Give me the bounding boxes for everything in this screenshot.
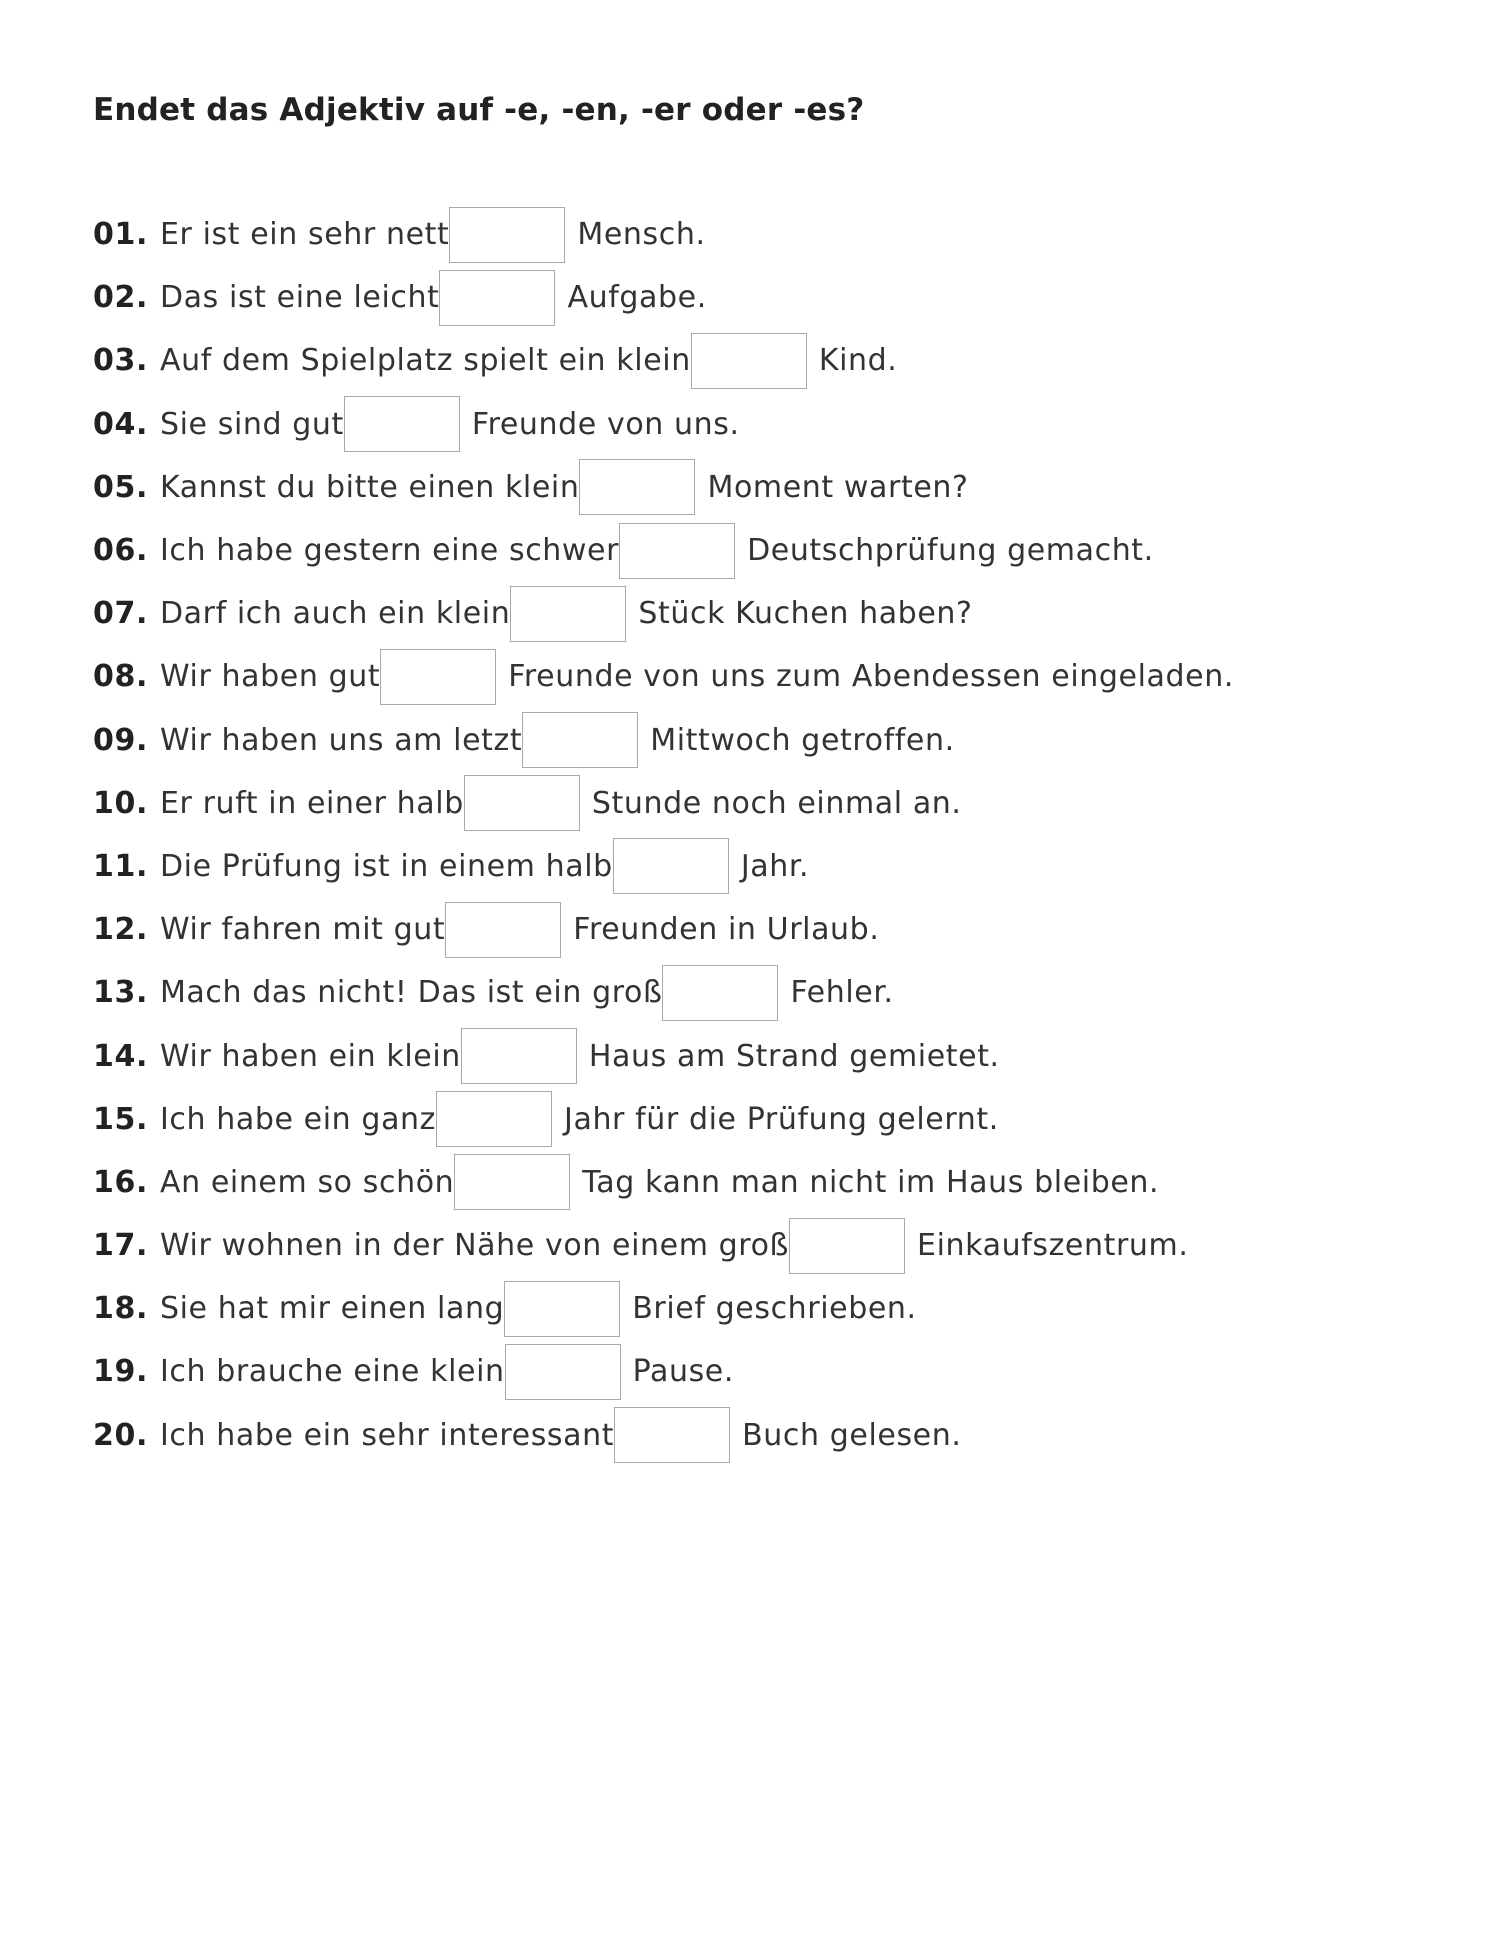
exercise-number: 15. [93, 1101, 148, 1137]
sentence-start: Die Prüfung ist in einem halb [159, 848, 613, 884]
sentence-start: Kannst du bitte einen klein [159, 469, 580, 505]
sentence-end: Mittwoch getroffen. [650, 722, 955, 758]
exercise-row [93, 961, 1234, 1024]
exercise-number: 09. [93, 722, 148, 758]
answer-input[interactable] [439, 270, 555, 326]
answer-input[interactable] [436, 1091, 552, 1147]
sentence-start: Er ist ein sehr nett [159, 217, 450, 253]
answer-input[interactable] [504, 1281, 620, 1337]
exercise-number: 11. [93, 848, 148, 884]
answer-input[interactable] [344, 396, 460, 452]
exercise-row [93, 772, 1234, 835]
answer-input[interactable] [522, 712, 638, 768]
sentence-end: Aufgabe. [567, 280, 707, 316]
exercise-row [93, 456, 1234, 519]
answer-input[interactable] [619, 523, 735, 579]
sentence-end: Freunden in Urlaub. [573, 912, 880, 948]
exercise-row [93, 898, 1234, 961]
sentence-start: Sie hat mir einen lang [159, 1291, 505, 1327]
exercise-number: 03. [93, 343, 148, 379]
sentence-end: Moment warten? [707, 469, 969, 505]
exercise-row [93, 203, 1234, 266]
sentence-start: Sie sind gut [159, 406, 344, 442]
sentence-end: Fehler. [790, 975, 894, 1011]
exercise-row [93, 329, 1234, 392]
exercise-number: 17. [93, 1228, 148, 1264]
sentence-end: Einkaufszentrum. [917, 1228, 1189, 1264]
answer-input[interactable] [614, 1407, 730, 1463]
exercise-row [93, 1151, 1234, 1214]
exercise-number: 04. [93, 406, 148, 442]
worksheet-title: Endet das Adjektiv auf -e, -en, -er oder -es? [93, 92, 865, 128]
exercise-row [93, 519, 1234, 582]
sentence-end: Jahr. [740, 848, 810, 884]
sentence-start: An einem so schön [159, 1164, 455, 1200]
sentence-end: Buch gelesen. [742, 1417, 962, 1453]
exercise-row [93, 645, 1234, 708]
sentence-end: Jahr für die Prüfung gelernt. [564, 1101, 999, 1137]
exercise-number: 07. [93, 596, 148, 632]
answer-input[interactable] [449, 207, 565, 263]
sentence-start: Wir haben gut [159, 659, 381, 695]
sentence-end: Haus am Strand gemietet. [588, 1038, 1000, 1074]
sentence-start: Ich habe ein sehr interessant [159, 1417, 615, 1453]
answer-input[interactable] [579, 459, 695, 515]
sentence-start: Ich brauche eine klein [159, 1354, 505, 1390]
exercise-number: 18. [93, 1291, 148, 1327]
answer-input[interactable] [464, 775, 580, 831]
exercise-list [93, 203, 1234, 1467]
sentence-end: Pause. [632, 1354, 735, 1390]
answer-input[interactable] [613, 838, 729, 894]
sentence-end: Brief geschrieben. [632, 1291, 917, 1327]
sentence-end: Stunde noch einmal an. [591, 785, 962, 821]
sentence-end: Freunde von uns. [471, 406, 740, 442]
exercise-row [93, 835, 1234, 898]
exercise-number: 12. [93, 912, 148, 948]
exercise-number: 06. [93, 533, 148, 569]
answer-input[interactable] [662, 965, 778, 1021]
answer-input[interactable] [454, 1154, 570, 1210]
exercise-row [93, 1404, 1234, 1467]
exercise-number: 20. [93, 1417, 148, 1453]
sentence-start: Darf ich auch ein klein [159, 596, 511, 632]
exercise-row [93, 266, 1234, 329]
exercise-number: 10. [93, 785, 148, 821]
exercise-number: 02. [93, 280, 148, 316]
exercise-number: 19. [93, 1354, 148, 1390]
sentence-start: Wir fahren mit gut [159, 912, 446, 948]
exercise-row [93, 1024, 1234, 1087]
sentence-start: Auf dem Spielplatz spielt ein klein [159, 343, 691, 379]
exercise-number: 01. [93, 217, 148, 253]
sentence-end: Mensch. [577, 217, 706, 253]
answer-input[interactable] [461, 1028, 577, 1084]
sentence-end: Deutschprüfung gemacht. [747, 533, 1154, 569]
exercise-number: 13. [93, 975, 148, 1011]
sentence-start: Ich habe ein ganz [159, 1101, 437, 1137]
sentence-end: Freunde von uns zum Abendessen eingeladen. [508, 659, 1234, 695]
sentence-end: Tag kann man nicht im Haus bleiben. [582, 1164, 1160, 1200]
exercise-row [93, 582, 1234, 645]
exercise-number: 08. [93, 659, 148, 695]
answer-input[interactable] [445, 902, 561, 958]
sentence-start: Er ruft in einer halb [159, 785, 464, 821]
sentence-start: Ich habe gestern eine schwer [159, 533, 620, 569]
exercise-row [93, 709, 1234, 772]
exercise-row [93, 1214, 1234, 1277]
exercise-row [93, 393, 1234, 456]
exercise-row [93, 1088, 1234, 1151]
sentence-start: Das ist eine leicht [159, 280, 440, 316]
sentence-start: Wir wohnen in der Nähe von einem groß [159, 1228, 790, 1264]
exercise-number: 14. [93, 1038, 148, 1074]
sentence-start: Wir haben uns am letzt [159, 722, 523, 758]
exercise-number: 05. [93, 469, 148, 505]
answer-input[interactable] [789, 1218, 905, 1274]
exercise-row [93, 1340, 1234, 1403]
answer-input[interactable] [691, 333, 807, 389]
exercise-number: 16. [93, 1164, 148, 1200]
answer-input[interactable] [380, 649, 496, 705]
sentence-end: Stück Kuchen haben? [638, 596, 973, 632]
answer-input[interactable] [510, 586, 626, 642]
answer-input[interactable] [505, 1344, 621, 1400]
sentence-start: Wir haben ein klein [159, 1038, 461, 1074]
sentence-start: Mach das nicht! Das ist ein groß [159, 975, 663, 1011]
exercise-row [93, 1277, 1234, 1340]
sentence-end: Kind. [818, 343, 898, 379]
